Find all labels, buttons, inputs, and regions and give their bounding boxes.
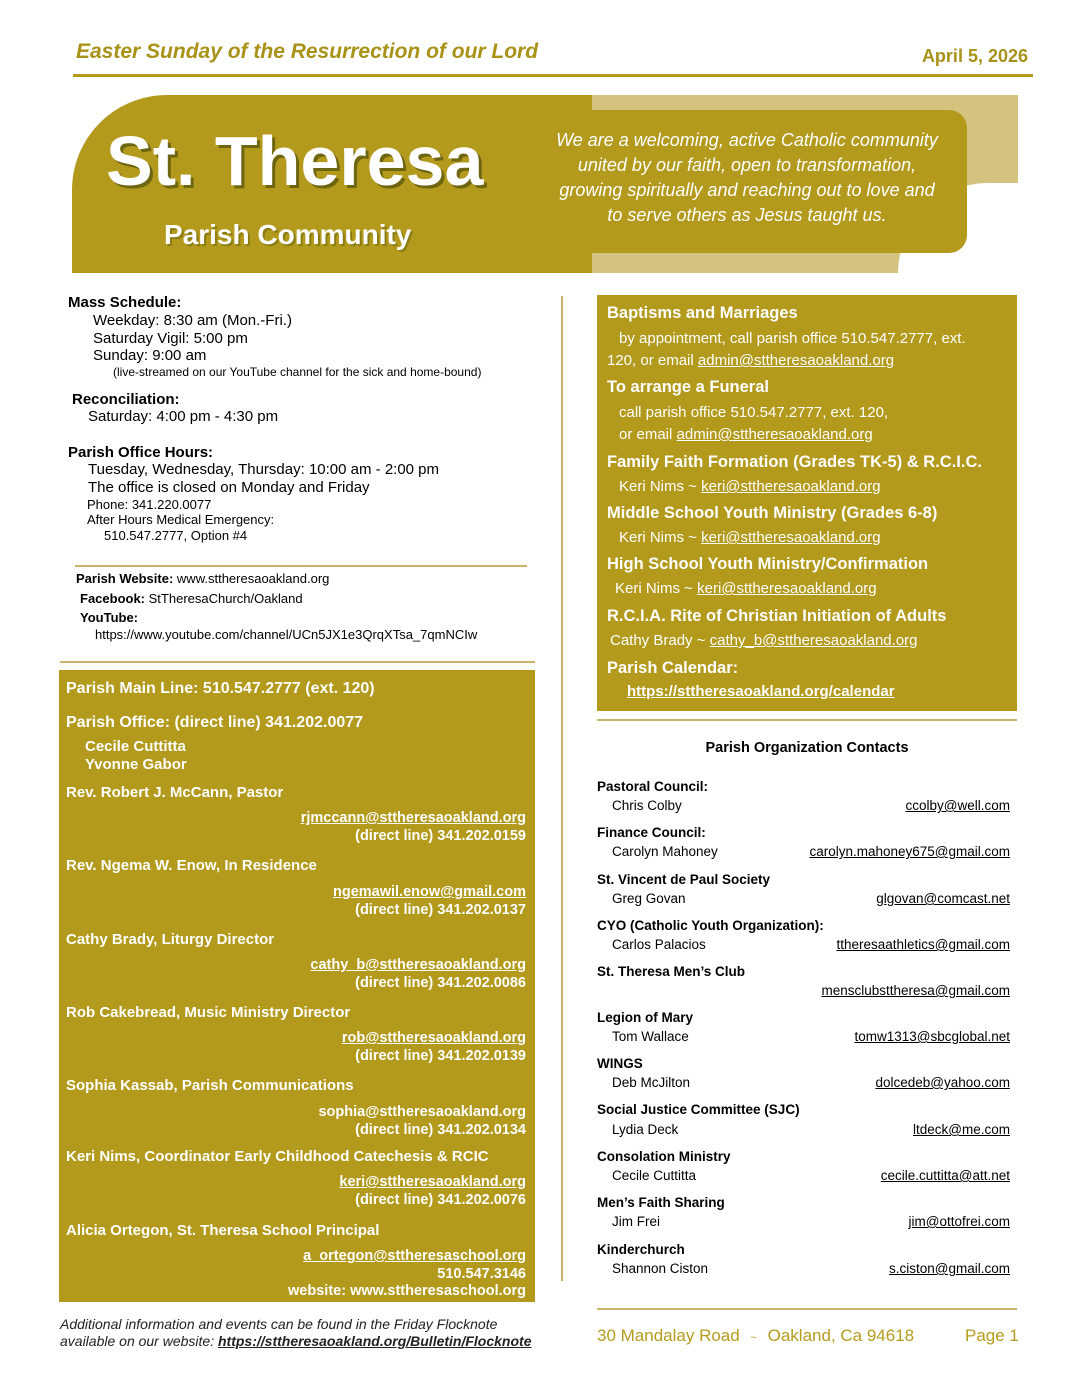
baptisms-email[interactable]: admin@sttheresaoakland.org xyxy=(697,352,895,369)
staff-phone: (direct line) 341.202.0086 xyxy=(355,975,526,991)
org-group: Consolation Ministry xyxy=(597,1149,731,1164)
staff-phone: 510.547.3146 xyxy=(437,1266,526,1282)
staff-title: Rev. Ngema W. Enow, In Residence xyxy=(66,857,317,874)
org-group: Social Justice Committee (SJC) xyxy=(597,1102,800,1117)
org-contact-name: Carlos Palacios xyxy=(612,937,706,952)
staff-email[interactable]: keri@sttheresaoakland.org xyxy=(339,1174,526,1190)
org-group: WINGS xyxy=(597,1056,643,1071)
website-label: Parish Website: xyxy=(76,571,174,586)
bulletin-title: Easter Sunday of the Resurrection of our Lord xyxy=(76,40,539,63)
family-faith-email[interactable]: keri@sttheresaoakland.org xyxy=(701,478,881,495)
parish-subtitle: Parish Community xyxy=(164,219,412,250)
staff-phone: (direct line) 341.202.0137 xyxy=(355,902,526,918)
staff-title: Rev. Robert J. McCann, Pastor xyxy=(66,784,284,801)
org-contact-name: Deb McJilton xyxy=(612,1075,691,1090)
address-separator: ~ xyxy=(750,1332,757,1344)
facebook-label: Facebook: xyxy=(80,591,146,606)
org-group: Legion of Mary xyxy=(597,1010,694,1025)
parish-address xyxy=(597,1326,914,1346)
facebook-row xyxy=(80,591,303,606)
section-divider xyxy=(597,719,1017,721)
after-hours-number: 510.547.2777, Option #4 xyxy=(104,528,248,543)
mission-statement xyxy=(527,110,967,253)
staff-email[interactable]: a_ortegon@sttheresaschool.org xyxy=(303,1248,526,1264)
office-hours-heading: Parish Office Hours: xyxy=(68,444,214,461)
org-group: CYO (Catholic Youth Organization): xyxy=(597,918,824,933)
staff-title: Alicia Ortegon, St. Theresa School Principal xyxy=(66,1222,380,1239)
funeral-heading: To arrange a Funeral xyxy=(607,378,769,396)
org-contact-name: Lydia Deck xyxy=(612,1122,679,1137)
parish-name: St. Theresa xyxy=(106,122,484,200)
middle-school-name: Keri Nims ~ xyxy=(619,529,702,546)
staff-phone: (direct line) 341.202.0134 xyxy=(355,1122,526,1138)
org-contact-name: Chris Colby xyxy=(612,798,682,813)
staff-phone: (direct line) 341.202.0159 xyxy=(355,828,526,844)
column-divider xyxy=(561,296,563,1281)
youtube-label: YouTube: xyxy=(80,610,139,625)
office-days: Tuesday, Wednesday, Thursday: 10:00 am - 2:00 pm xyxy=(88,461,440,478)
mass-heading: Mass Schedule: xyxy=(68,294,182,311)
org-contact-email[interactable]: ltdeck@me.com xyxy=(913,1122,1010,1137)
rcia-name: Cathy Brady ~ xyxy=(610,632,710,649)
calendar-link[interactable]: https://sttheresaoakland.org/calendar xyxy=(627,683,895,700)
staff-title: Keri Nims, Coordinator Early Childhood Catechesis & RCIC xyxy=(66,1148,489,1165)
org-group: Pastoral Council: xyxy=(597,779,709,794)
org-group: Men’s Faith Sharing xyxy=(597,1195,725,1210)
middle-school-email[interactable]: keri@sttheresaoakland.org xyxy=(701,529,881,546)
flocknote-link[interactable]: https://sttheresaoakland.org/Bulletin/Flocknote xyxy=(218,1333,532,1349)
funeral-email-row xyxy=(619,426,873,443)
org-group: Finance Council: xyxy=(597,825,706,840)
org-contact-name: Tom Wallace xyxy=(612,1029,689,1044)
org-contact-email[interactable]: dolcedeb@yahoo.com xyxy=(875,1075,1010,1090)
org-contacts-title: Parish Organization Contacts xyxy=(705,740,909,756)
mass-vigil: Saturday Vigil: 5:00 pm xyxy=(93,330,248,347)
org-contact-name: Greg Govan xyxy=(612,891,686,906)
org-contact-name: Cecile Cuttitta xyxy=(612,1168,697,1183)
org-group: St. Theresa Men’s Club xyxy=(597,964,746,979)
staff-title: Rob Cakebread, Music Ministry Director xyxy=(66,1004,351,1021)
baptisms-text2: 120, or email xyxy=(607,352,698,369)
office-line: Parish Office: (direct line) 341.202.0077 xyxy=(66,714,364,731)
staff-email[interactable]: rjmccann@sttheresaoakland.org xyxy=(300,810,526,826)
website-row xyxy=(76,571,329,586)
org-contact-email[interactable]: ttheresaathletics@gmail.com xyxy=(836,937,1010,952)
footer-divider xyxy=(597,1308,1017,1310)
org-contact-email[interactable]: carolyn.mahoney675@gmail.com xyxy=(809,844,1010,859)
staff-email[interactable]: rob@sttheresaoakland.org xyxy=(341,1030,526,1046)
baptisms-email-row xyxy=(607,352,894,369)
parish-banner xyxy=(72,95,1018,273)
office-closed: The office is closed on Monday and Friday xyxy=(88,479,370,496)
family-faith-contact xyxy=(619,478,881,495)
org-group: St. Vincent de Paul Society xyxy=(597,872,771,887)
footer-note-pre: available on our website: xyxy=(60,1333,218,1349)
after-hours-label: After Hours Medical Emergency: xyxy=(87,512,275,527)
footer-note-line: Additional information and events can be found in the Friday Flocknote xyxy=(60,1316,498,1332)
org-contact-name: Jim Frei xyxy=(612,1214,660,1229)
high-school-email[interactable]: keri@sttheresaoakland.org xyxy=(697,580,877,597)
staff-phone: (direct line) 341.202.0076 xyxy=(355,1192,526,1208)
address-street: 30 Mandalay Road xyxy=(597,1326,740,1345)
high-school-contact xyxy=(615,580,877,597)
reconciliation-heading: Reconciliation: xyxy=(72,391,180,408)
mission-line: We are a welcoming, active Catholic community xyxy=(556,130,938,150)
facebook-link[interactable]: StTheresaChurch/Oakland xyxy=(148,591,303,606)
calendar-heading: Parish Calendar: xyxy=(607,659,739,677)
baptisms-text: by appointment, call parish office 510.547.2777, ext. xyxy=(619,330,966,347)
org-group: Kinderchurch xyxy=(597,1242,685,1257)
family-faith-name: Keri Nims ~ xyxy=(619,478,702,495)
main-line: Parish Main Line: 510.547.2777 (ext. 120) xyxy=(66,680,375,697)
org-contact-email[interactable]: ccolby@well.com xyxy=(905,798,1010,813)
section-divider xyxy=(60,661,535,663)
reconciliation-time: Saturday: 4:00 pm - 4:30 pm xyxy=(88,408,279,425)
org-contact-name: Carolyn Mahoney xyxy=(612,844,718,859)
footer-note xyxy=(60,1316,580,1350)
mission-line: united by our faith, open to transformation, xyxy=(577,155,917,175)
staff-email[interactable]: cathy_b@sttheresaoakland.org xyxy=(310,957,526,973)
rcia-email[interactable]: cathy_b@sttheresaoakland.org xyxy=(709,632,918,649)
footer-note-line2 xyxy=(60,1333,580,1350)
office-phone: Phone: 341.220.0077 xyxy=(87,497,212,512)
funeral-text: call parish office 510.547.2777, ext. 120, xyxy=(619,404,889,421)
middle-school-contact xyxy=(619,529,881,546)
family-faith-heading: Family Faith Formation (Grades TK-5) & R.C.I.C. xyxy=(607,453,982,471)
mass-weekday: Weekday: 8:30 am (Mon.-Fri.) xyxy=(93,312,292,329)
mass-note: (live-streamed on our YouTube channel for the sick and home-bound) xyxy=(113,365,482,379)
funeral-email[interactable]: admin@sttheresaoakland.org xyxy=(676,426,873,443)
office-staff-name: Yvonne Gabor xyxy=(85,756,187,773)
org-contact-email[interactable]: tomw1313@sbcglobal.net xyxy=(854,1029,1010,1044)
rcia-contact xyxy=(610,632,918,649)
section-divider xyxy=(75,565,527,567)
website-link[interactable]: www.sttheresaoakland.org xyxy=(176,571,330,586)
mass-sunday: Sunday: 9:00 am xyxy=(93,347,207,364)
baptisms-heading: Baptisms and Marriages xyxy=(607,304,798,322)
school-website[interactable]: website: www.sttheresaschool.org xyxy=(288,1283,526,1299)
high-school-heading: High School Youth Ministry/Confirmation xyxy=(607,555,929,573)
org-contact-email[interactable]: jim@ottofrei.com xyxy=(908,1214,1010,1229)
page-number: Page 1 xyxy=(965,1326,1019,1345)
funeral-text2: or email xyxy=(619,426,677,443)
bulletin-date: April 5, 2026 xyxy=(921,46,1028,66)
org-contact-email[interactable]: mensclubsttheresa@gmail.com xyxy=(821,983,1010,998)
org-contact-email[interactable]: cecile.cuttitta@att.net xyxy=(880,1168,1010,1183)
staff-title: Cathy Brady, Liturgy Director xyxy=(66,931,275,948)
org-contact-email[interactable]: s.ciston@gmail.com xyxy=(889,1261,1010,1276)
youtube-link[interactable]: https://www.youtube.com/channel/UCn5JX1e3QrqXTsa_7qmNCIw xyxy=(95,627,478,642)
staff-title: Sophia Kassab, Parish Communications xyxy=(66,1077,354,1094)
address-city: Oakland, Ca 94618 xyxy=(767,1326,915,1345)
staff-directory xyxy=(59,670,535,1302)
office-staff-name: Cecile Cuttitta xyxy=(85,738,186,755)
high-school-name: Keri Nims ~ xyxy=(615,580,698,597)
middle-school-heading: Middle School Youth Ministry (Grades 6-8) xyxy=(607,504,938,522)
mission-line: growing spiritually and reaching out to love and xyxy=(559,180,935,200)
org-contact-email[interactable]: glgovan@comcast.net xyxy=(876,891,1010,906)
header-divider xyxy=(73,74,1033,77)
staff-email[interactable]: ngemawil.enow@gmail.com xyxy=(332,884,526,900)
org-contact-name: Shannon Ciston xyxy=(612,1261,709,1276)
ministry-panel xyxy=(597,295,1017,711)
staff-phone: (direct line) 341.202.0139 xyxy=(355,1048,526,1064)
mission-line: to serve others as Jesus taught us. xyxy=(607,205,887,225)
rcia-heading: R.C.I.A. Rite of Christian Initiation of Adults xyxy=(607,607,947,625)
staff-email[interactable]: sophia@sttheresaoakland.org xyxy=(318,1104,526,1120)
